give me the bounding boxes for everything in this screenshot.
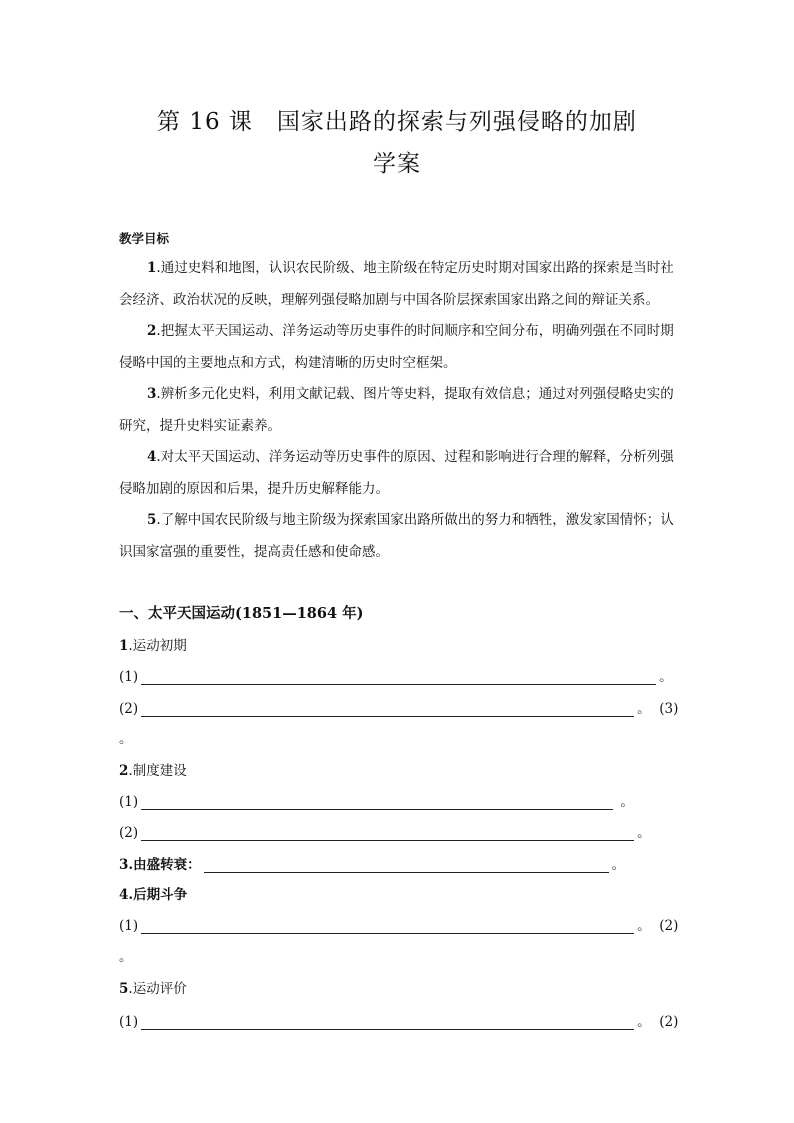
section-heading: 一、太平天国运动(1851—1864 年) bbox=[119, 605, 364, 622]
blank-row-2-1: (1) 。 bbox=[119, 794, 634, 810]
sub-heading-5: 5.运动评价 bbox=[119, 981, 187, 997]
fill-blank[interactable] bbox=[141, 919, 634, 934]
blank-row-4-1: (1) 。 (2) bbox=[119, 918, 679, 934]
trailing-period: 。 bbox=[119, 731, 133, 747]
objective-3: 3.辨析多元化史料，利用文献记载、图片等史料，提取有效信息；通过对列强侵略史实的研究，提升史料实证素养。 bbox=[119, 386, 674, 434]
objective-2: 2.把握太平天国运动、洋务运动等历史事件的时间顺序和空间分布，明确列强在不同时期侵略中国的主要地点和方式，构建清晰的历史时空框架。 bbox=[119, 323, 674, 371]
blank-row-3: 3.由盛转衰： 。 bbox=[119, 857, 626, 873]
fill-blank[interactable] bbox=[141, 1015, 634, 1030]
lesson-subtitle: 学案 bbox=[373, 151, 421, 177]
objective-1: 1.通过史料和地图，认识农民阶级、地主阶级在特定历史时期对国家出路的探索是当时社会经济、政治状况的反映，理解列强侵略加剧与中国各阶层探索国家出路之间的辩证关系。 bbox=[119, 260, 674, 308]
lesson-title: 第 16 课 国家出路的探索与列强侵略的加剧 bbox=[157, 109, 637, 135]
blank-row-5-1: (1) 。 (2) bbox=[119, 1014, 679, 1030]
blank-row-1-2: (2) 。 (3) bbox=[119, 701, 679, 717]
objectives-list bbox=[119, 253, 679, 568]
sub-heading-2: 2.制度建设 bbox=[119, 763, 187, 779]
objective-4: 4.对太平天国运动、洋务运动等历史事件的原因、过程和影响进行合理的解释，分析列强侵略加剧的原因和后果，提升历史解释能力。 bbox=[119, 449, 674, 497]
fill-blank[interactable] bbox=[141, 670, 656, 685]
fill-blank[interactable] bbox=[141, 702, 634, 717]
sub-heading-4: 4.后期斗争 bbox=[119, 887, 188, 903]
objective-5: 5.了解中国农民阶级与地主阶级为探索国家出路所做出的努力和牺牲，激发家国情怀；认识国家富强的重要性，提高责任感和使命感。 bbox=[119, 512, 674, 560]
fill-blank[interactable] bbox=[141, 795, 613, 810]
fill-blank[interactable] bbox=[141, 826, 634, 841]
fill-blank[interactable] bbox=[204, 858, 609, 873]
blank-row-2-2: (2) 。 bbox=[119, 825, 651, 841]
objectives-heading: 教学目标 bbox=[119, 231, 170, 246]
blank-row-1-1: (1) 。 bbox=[119, 669, 673, 685]
trailing-period: 。 bbox=[119, 949, 133, 965]
sub-heading-1: 1.运动初期 bbox=[119, 638, 187, 654]
